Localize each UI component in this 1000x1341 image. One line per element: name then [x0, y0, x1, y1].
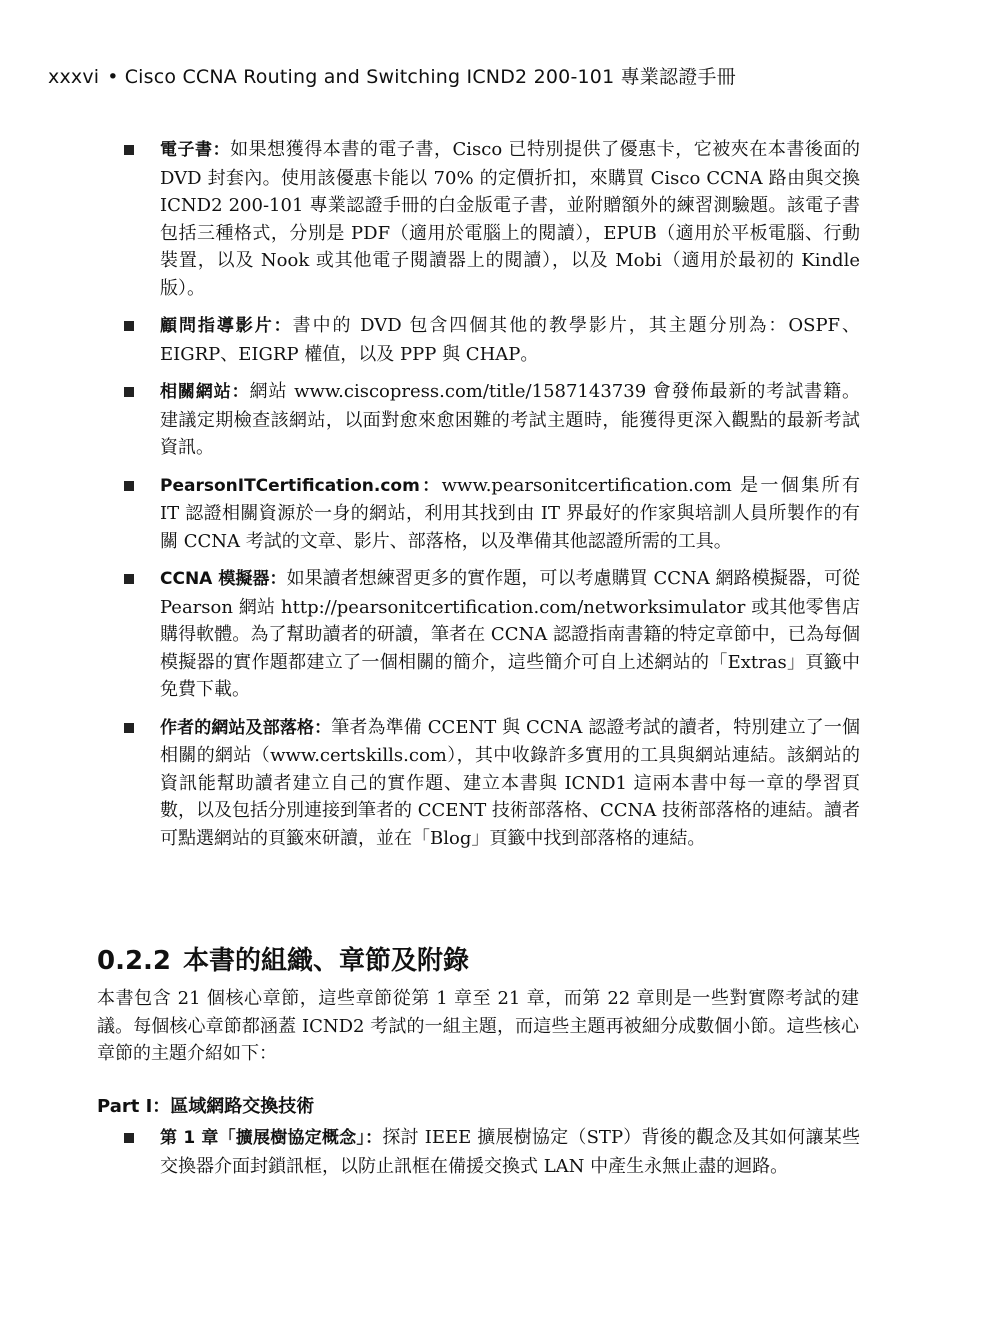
- section-intro-paragraph: 本書包含 21 個核心章節，這些章節從第 1 章至 21 章，而第 22 章則是一些對實際考試的建議。每個核心章節都涵蓋 ICND2 考試的一組主題，而這些主題再被細分成數個小節。這些核心章節的主題介紹如下：: [97, 988, 859, 1064]
- square-bullet-icon: [124, 145, 134, 155]
- page-number: xxxvi: [48, 66, 100, 88]
- item-lead: 相關網站：: [160, 382, 250, 402]
- square-bullet-icon: [124, 1133, 134, 1143]
- square-bullet-icon: [124, 481, 134, 491]
- item-text: 筆者為準備 CCENT 與 CCNA 認證考試的讀者，特別建立了一個相關的網站（www.certskills.com），其中收錄許多實用的工具與網站連結。該網站的資訊能幫助讀者建立自己的實作題、建立本書與 ICND1 這兩本書中每一章的學習頁數，以及包括分別連接到筆者的 CCENT 技術部落格、CCNA 技術部落格的連結。讀者可點選網站的頁籤來研讀，並在「Blog」頁籤中找到部落格的連結。: [160, 716, 861, 849]
- running-header: [48, 62, 736, 89]
- item-text: 如果想獲得本書的電子書，Cisco 已特別提供了優惠卡，它被夾在本書後面的 DVD 封套內。使用該優惠卡能以 70% 的定價折扣，來購買 Cisco CCNA 路由與交換 ICND2 200-101 專業認證手冊的白金版電子書，並附贈額外的練習測驗題。該電子書包括三種格式，分別是 PDF（適用於電腦上的閱讀），EPUB（適用於平板電腦、行動裝置，以及 Nook 或其他電子閱讀器上的閱讀），以及 Mobi（適用於最初的 Kindle 版）。: [160, 139, 860, 299]
- item-lead: 電子書：: [160, 140, 231, 160]
- item-lead: 第 1 章「擴展樹協定概念」：: [160, 1128, 383, 1148]
- item-lead: 作者的網站及部落格：: [160, 717, 332, 738]
- square-bullet-icon: [124, 321, 134, 331]
- header-separator: •: [107, 66, 119, 88]
- square-bullet-icon: [124, 723, 134, 733]
- part-heading: Part I：區域網路交換技術: [97, 1096, 315, 1117]
- item-text: 書中的 DVD 包含四個其他的教學影片，其主題分別為：OSPF、EIGRP、EIGRP 權值，以及 PPP 與 CHAP。: [160, 315, 860, 365]
- square-bullet-icon: [124, 574, 134, 584]
- item-text: www.pearsonitcertification.com 是一個集所有 IT 認證相關資源於一身的網站，利用其找到由 IT 界最好的作家與培訓人員所製作的有關 CCNA 考試的文章、影片、部落格，以及準備其他認證所需的工具。: [160, 474, 860, 552]
- book-title: Cisco CCNA Routing and Switching ICND2 200-101 專業認證手冊: [124, 66, 736, 88]
- chapter-list: [120, 1124, 860, 1190]
- item-text: 網站 www.ciscopress.com/title/1587143739 會發佈最新的考試書籍。建議定期檢查該網站，以面對愈來愈困難的考試主題時，能獲得更深入觀點的最新考試資訊。: [160, 381, 860, 458]
- list-item-ebook: [120, 136, 860, 302]
- list-item-companion-website: [120, 378, 860, 462]
- item-text: 探討 IEEE 擴展樹協定（STP）背後的觀念及其如何讓某些交換器介面封鎖訊框，以防止訊框在備援交換式 LAN 中產生永無止盡的迴路。: [160, 1127, 861, 1177]
- section-heading: [97, 940, 469, 977]
- section-number: 0.2.2: [97, 946, 172, 976]
- square-bullet-icon: [124, 387, 134, 397]
- item-lead: 顧問指導影片：: [160, 316, 293, 336]
- section-title-text: 本書的組織、章節及附錄: [183, 946, 470, 976]
- item-text: 如果讀者想練習更多的實作題，可以考慮購買 CCNA 網路模擬器，可從 Pearson 網站 http://pearsonitcertification.com/networksimulator 或其他零售店購得軟體。為了幫助讀者的研讀，筆者在 CCNA 認證指南書籍的特定章節中，已為每個模擬器的實作題都建立了一個相關的簡介，這些簡介可自上述網站的「Extras」頁籤中免費下載。: [160, 568, 861, 700]
- list-item-pearson-it: [120, 472, 860, 556]
- list-item-author-website: [120, 714, 860, 853]
- list-item-ccna-simulator: [120, 565, 860, 704]
- list-item-chapter-1: [120, 1124, 860, 1180]
- list-item-mentoring-videos: [120, 312, 860, 368]
- resource-list: [120, 136, 860, 862]
- item-lead: PearsonITCertification.com：: [160, 475, 442, 496]
- item-lead: CCNA 模擬器：: [160, 569, 287, 589]
